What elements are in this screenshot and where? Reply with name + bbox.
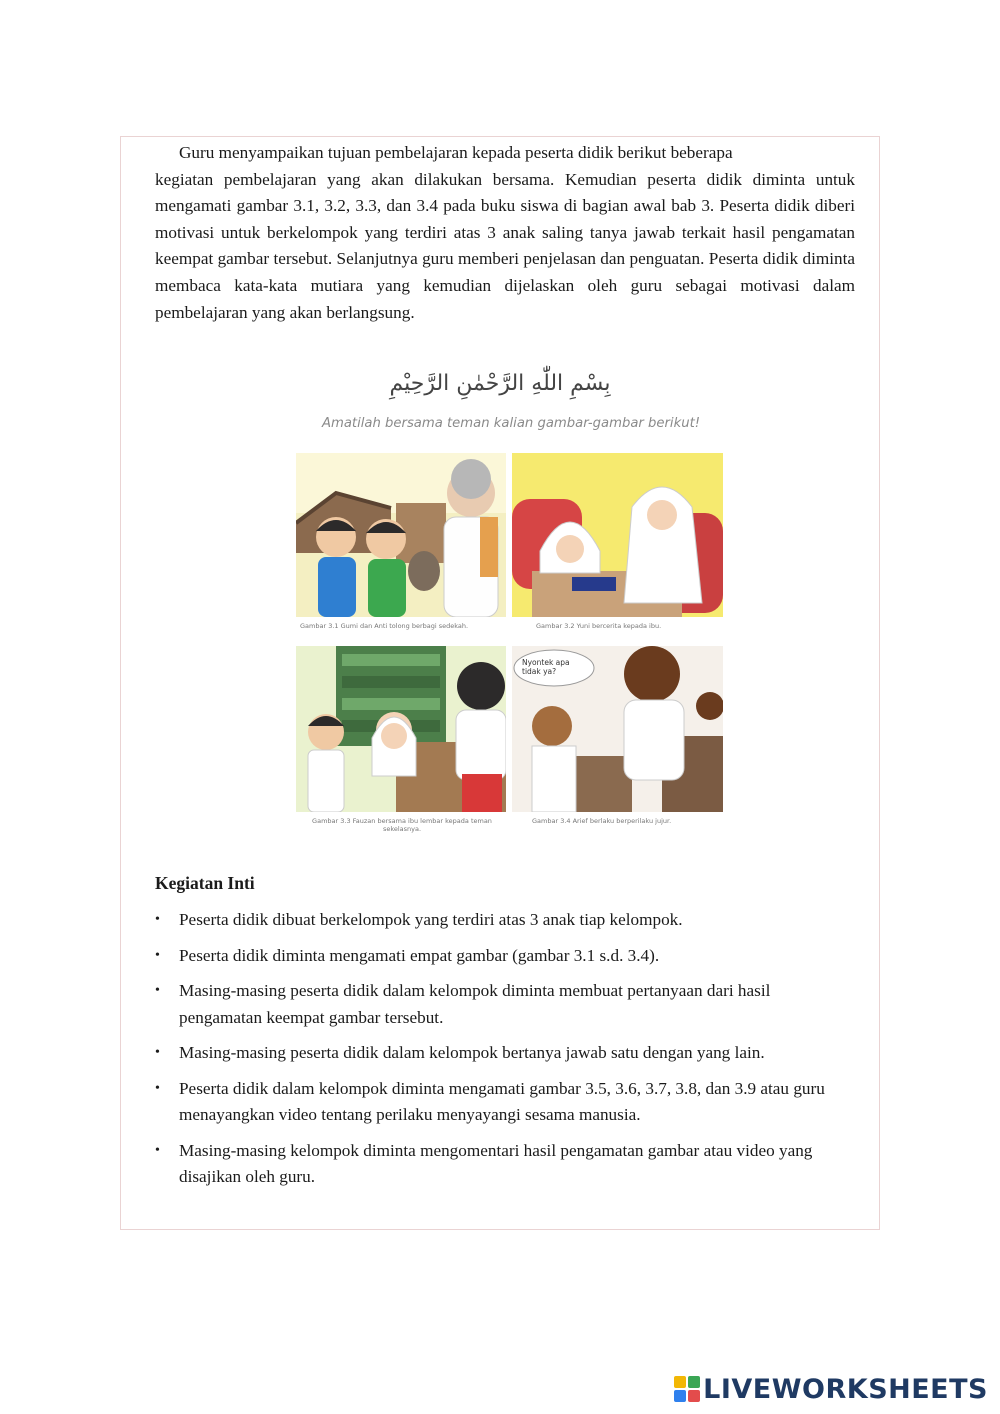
intro-line: penjelasan dan penguatan. Peserta didik diminta membaca kata-kata mutiara yang	[155, 249, 855, 295]
intro-line: berlangsung.	[326, 302, 415, 322]
intro-line: Guru menyampaikan tujuan pembelajaran kepada peserta didik berikut beberapa	[179, 143, 733, 162]
intro-line: jawab terkait hasil pengamatan keempat gambar tersebut. Selanjutnya guru memberi	[155, 222, 856, 269]
figure-3-1-caption: Gambar 3.1 Gumi dan Anti tolong berbagi sedekah.	[300, 622, 469, 630]
intro-line: Peserta didik diberi motivasi untuk berkelompok yang terdiri atas 3 anak saling tanya	[155, 196, 855, 242]
figure-3-4-illustration	[512, 646, 723, 812]
figure-3-3-caption: Gambar 3.3 Fauzan bersama ibu lembar kepada teman sekelasnya.	[312, 817, 492, 833]
list-item: • Masing-masing kelompok diminta mengomentari hasil pengamatan gambar atau video yang disajikan oleh guru.	[155, 1138, 845, 1191]
bismillah-calligraphy	[380, 362, 620, 400]
figure-3-1-illustration	[296, 453, 506, 617]
intro-line: kemudian dijelaskan oleh guru sebagai motivasi dalam pembelajaran yang akan	[155, 275, 855, 322]
liveworksheets-logo[interactable]	[674, 1372, 988, 1406]
intro-line: kegiatan pembelajaran yang akan dilakukan bersama. Kemudian peserta didik diminta	[155, 169, 806, 189]
kegiatan-inti-heading: Kegiatan Inti	[155, 873, 255, 893]
list-item: • Masing-masing peserta didik dalam kelompok diminta membuat pertanyaan dari hasil pengamatan keempat gambar tersebut.	[155, 978, 845, 1031]
intro-paragraph	[155, 140, 855, 326]
kegiatan-list	[155, 907, 845, 1200]
figure-3-2-caption: Gambar 3.2 Yuni bercerita kepada ibu.	[536, 622, 662, 630]
figure-3-3-illustration	[296, 646, 506, 812]
list-item: • Masing-masing peserta didik dalam kelompok bertanya jawab satu dengan yang lain.	[155, 1040, 845, 1067]
observe-instruction: Amatilah bersama teman kalian gambar-gambar berikut!	[321, 416, 701, 431]
svg-text:بِسْمِ اللّٰهِ الرَّحْمٰنِ الر: بِسْمِ اللّٰهِ الرَّحْمٰنِ الرَّحِيْمِ	[389, 371, 611, 396]
brand-name: LIVEWORKSHEETS	[703, 1373, 988, 1405]
thought-bubble-text: Nyontek apa tidak ya?	[522, 658, 570, 676]
figure-3-2-illustration	[512, 453, 723, 617]
liveworksheets-icon	[674, 1376, 700, 1402]
list-item: • Peserta didik diminta mengamati empat gambar (gambar 3.1 s.d. 3.4).	[155, 943, 845, 970]
intro-line: untuk mengamati gambar 3.1, 3.2, 3.3, dan 3.4 pada buku siswa di bagian awal bab 3.	[155, 169, 855, 216]
list-item: • Peserta didik dibuat berkelompok yang terdiri atas 3 anak tiap kelompok.	[155, 907, 845, 934]
list-item: • Peserta didik dalam kelompok diminta mengamati gambar 3.5, 3.6, 3.7, 3.8, dan 3.9 atau guru menayangkan video tentang perilaku menyayangi sesama manusia.	[155, 1076, 845, 1129]
figure-3-4-caption: Gambar 3.4 Arief berlaku berperilaku jujur.	[532, 817, 672, 825]
